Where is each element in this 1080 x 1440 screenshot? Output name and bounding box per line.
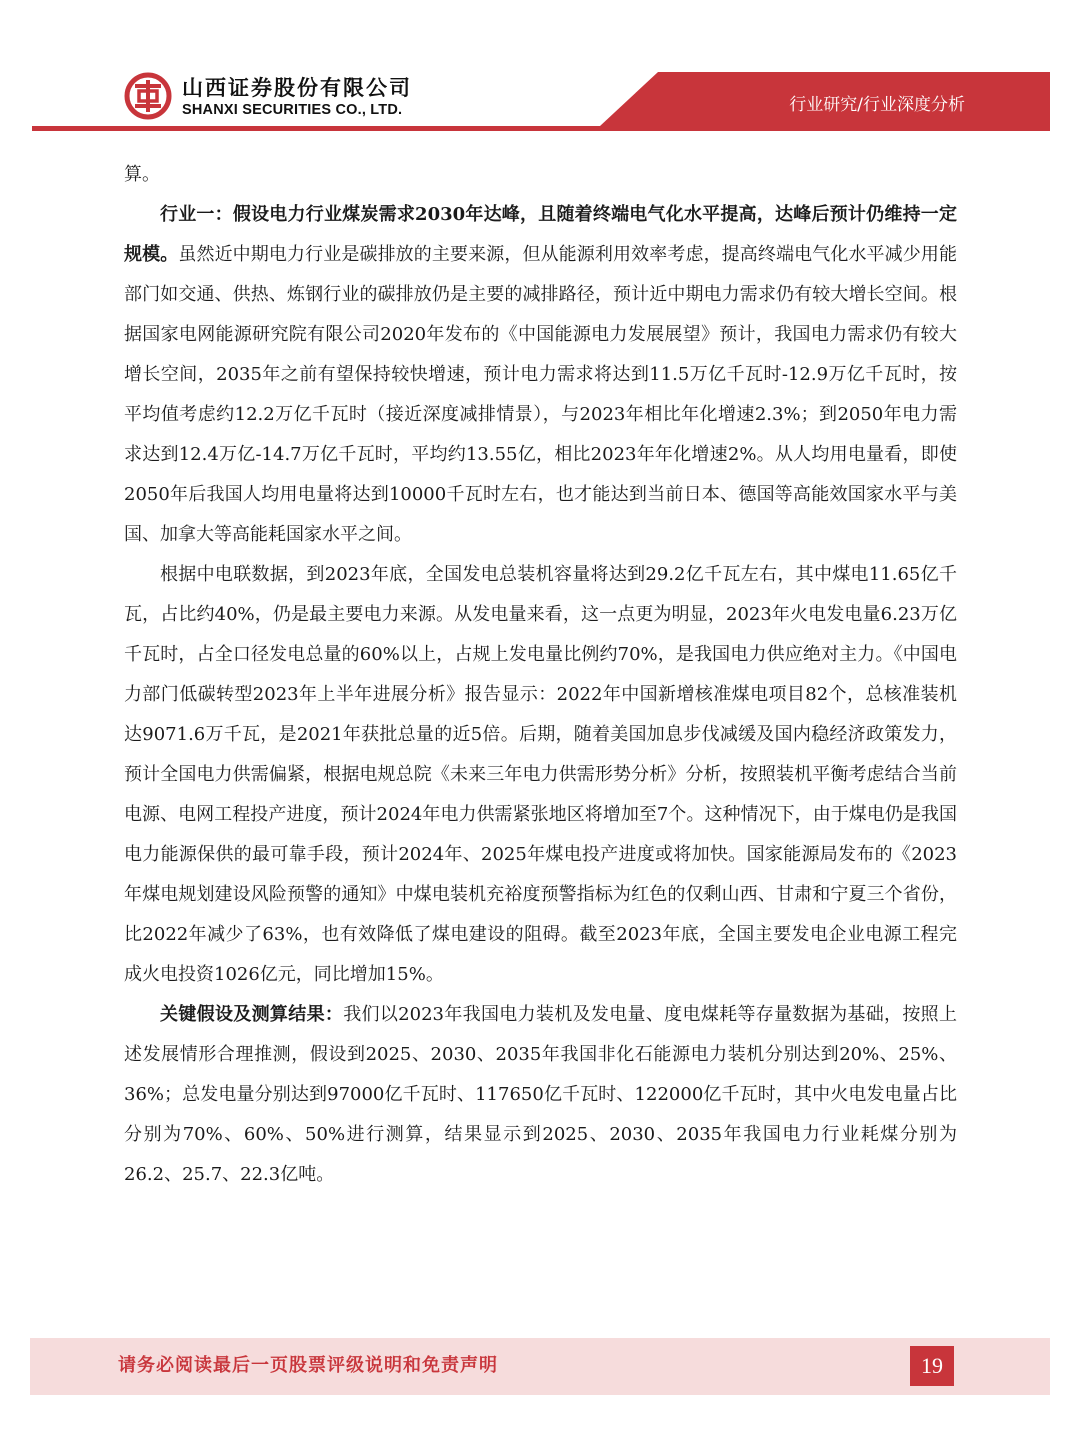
report-category: 行业研究/行业深度分析 <box>789 95 965 115</box>
company-name <box>182 76 412 120</box>
paragraph-industry-one <box>124 195 957 555</box>
header-rule <box>32 126 1050 131</box>
shanxi-securities-logo-icon <box>124 72 172 120</box>
paragraph-continuation: 算。 <box>124 164 160 185</box>
report-body <box>124 155 957 1195</box>
paragraph-heading: 行业一：假设电力行业煤炭需求2030年达峰，且随着终端电气化水平提高，达峰后预计仍维持一定规模。 <box>124 204 957 265</box>
paragraph-heading: 关键假设及测算结果： <box>160 1004 344 1025</box>
company-name-cn: 山西证券股份有限公司 <box>182 76 412 100</box>
page-header <box>0 0 1080 140</box>
paragraph-cec-data: 根据中电联数据，到2023年底，全国发电总装机容量将达到29.2亿千瓦左右，其中煤电11.65亿千瓦，占比约40%，仍是最主要电力来源。从发电量来看，这一点更为明显，2023年火电发电量6.23万亿千瓦时，占全口径发电总量的60%以上，占规上发电量比例约70%，是我国电力供应绝对主力。《中国电力部门低碳转型2023年上半年进展分析》报告显示：2022年中国新增核准煤电项目82个，总核准装机达9071.6万千瓦，是2021年获批总量的近5倍。后期，随着美国加息步伐减缓及国内稳经济政策发力，预计全国电力供需偏紧，根据电规总院《未来三年电力供需形势分析》分析，按照装机平衡考虑结合当前电源、电网工程投产进度，预计2024年电力供需紧张地区将增加至7个。这种情况下，由于煤电仍是我国电力能源保供的最可靠手段，预计2024年、2025年煤电投产进度或将加快。国家能源局发布的《2023年煤电规划建设风险预警的通知》中煤电装机充裕度预警指标为红色的仅剩山西、甘肃和宁夏三个省份，比2022年减少了63%，也有效降低了煤电建设的阻碍。截至2023年底，全国主要发电企业电源工程完成火电投资1026亿元，同比增加15%。 <box>124 564 957 985</box>
company-name-en: SHANXI SECURITIES CO., LTD. <box>182 102 403 118</box>
paragraph-key-assumptions <box>124 995 957 1195</box>
page-number: 19 <box>910 1346 954 1386</box>
page-footer <box>30 1338 1050 1395</box>
disclaimer-notice: 请务必阅读最后一页股票评级说明和免责声明 <box>118 1355 498 1376</box>
paragraph-text: 我们以2023年我国电力装机及发电量、度电煤耗等存量数据为基础，按照上述发展情形合理推测，假设到2025、2030、2035年我国非化石能源电力装机分别达到20%、25%、36%；总发电量分别达到97000亿千瓦时、117650亿千瓦时、122000亿千瓦时，其中火电发电量占比分别为70%、60%、50%进行测算，结果显示到2025、2030、2035年我国电力行业耗煤分别为26.2、25.7、22.3亿吨。 <box>124 1004 957 1185</box>
paragraph-text: 虽然近中期电力行业是碳排放的主要来源，但从能源利用效率考虑，提高终端电气化水平减少用能部门如交通、供热、炼钢行业的碳排放仍是主要的减排路径，预计近中期电力需求仍有较大增长空间。根据国家电网能源研究院有限公司2020年发布的《中国能源电力发展展望》预计，我国电力需求仍有较大增长空间，2035年之前有望保持较快增速，预计电力需求将达到11.5万亿千瓦时-12.9万亿千瓦时，按平均值考虑约12.2万亿千瓦时（接近深度减排情景），与2023年相比年化增速2.3%；到2050年电力需求达到12.4万亿-14.7万亿千瓦时，平均约13.55亿，相比2023年年化增速2%。从人均用电量看，即使2050年后我国人均用电量将达到10000千瓦时左右，也才能达到当前日本、德国等高能效国家水平与美国、加拿大等高能耗国家水平之间。 <box>124 244 958 545</box>
